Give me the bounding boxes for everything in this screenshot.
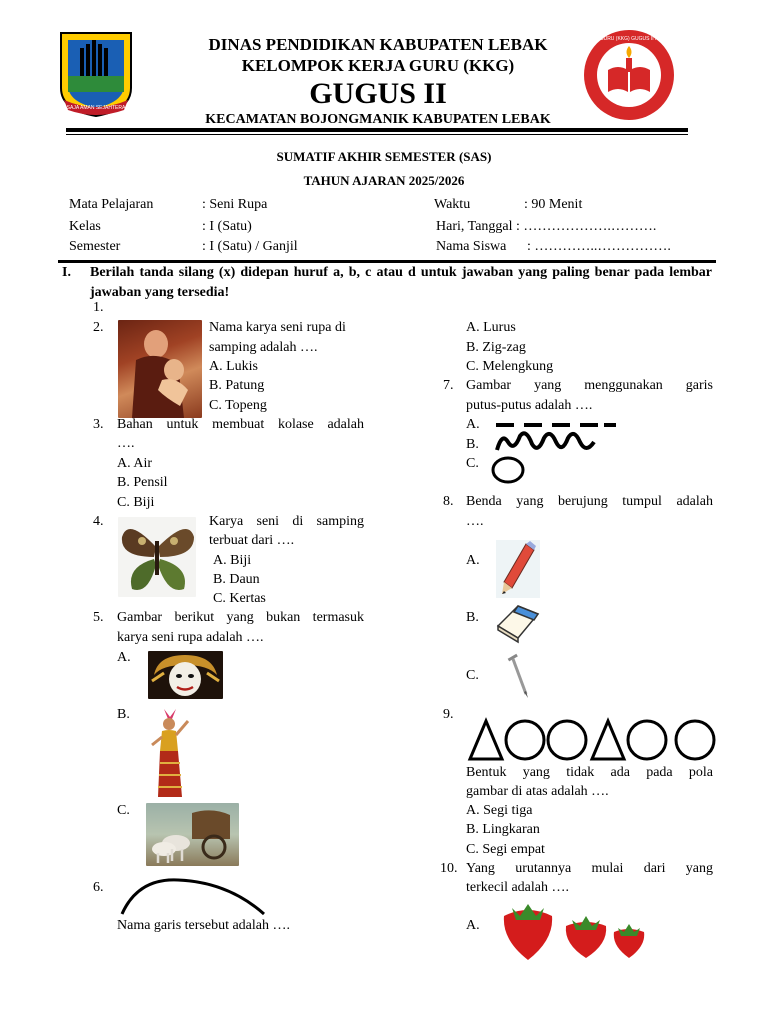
q8-text-2: …. [466,514,484,529]
q4-option-b: B. Daun [213,572,260,587]
q5-option-c: C. [117,803,130,818]
instruction-text: Berilah tanda silang (x) didepan huruf a, b, c atau d untuk jawaban yang paling benar pada lembar jawaban yang tersedia! [90,265,712,300]
date-field: Hari, Tanggal : ……………….………. [436,219,657,234]
kkg-logo [553,28,705,122]
semester-value: : I (Satu) / Ganjil [202,239,298,254]
q9-option-a: A. Segi tiga [466,803,533,818]
q6-option-b: B. Zig-zag [466,340,526,355]
mask-image [148,651,223,699]
q8-option-c: C. [466,668,479,683]
q10-text-2: terkecil adalah …. [466,880,570,895]
exam-year: TAHUN AJARAN 2025/2026 [303,173,465,188]
q10-number: 10. [440,861,458,876]
header-line-4: KECAMATAN BOJONGMANIK KABUPATEN LEBAK [205,112,551,127]
district-logo-banner: SAJA AMAN SEJAHTERA [66,105,126,111]
q5-option-a: A. [117,650,131,665]
q8-number: 8. [443,494,454,509]
q9-option-b: B. Lingkaran [466,822,540,837]
class-value: : I (Satu) [202,219,252,234]
q6-option-a: A. Lurus [466,320,516,335]
leaf-butterfly-image [118,517,196,597]
q7-option-a: A. [466,417,480,432]
name-value: : …………..……………. [527,239,671,254]
q2-number: 2. [93,320,104,335]
q9-option-c: C. Segi empat [466,842,545,857]
q5-text-1: Gambar berikut yang bukan termasuk [117,610,364,625]
q6-number: 6. [93,880,104,895]
time-value: : 90 Menit [524,197,583,212]
q10-text-1: Yang urutannya mulai dari yang [466,861,713,876]
q7-option-c: C. [466,456,479,471]
subject-label: Mata Pelajaran [69,197,154,212]
q4-number: 4. [93,514,104,529]
header-line-1: DINAS PENDIDIKAN KABUPATEN LEBAK [208,35,548,54]
q6-option-c: C. Melengkung [466,359,554,374]
q1-number: 1. [93,300,104,315]
q3-option-b: B. Pensil [117,475,168,490]
header-title: GUGUS II [309,77,447,110]
shape-pattern-figure [466,717,720,763]
q8-text-1: Benda yang berujung tumpul adalah [466,494,713,509]
q3-option-a: A. Air [117,456,152,471]
q5-option-b: B. [117,707,130,722]
q5-number: 5. [93,610,104,625]
header-rule-thick [66,128,688,132]
pencil-icon [496,540,540,598]
exam-title: SUMATIF AKHIR SEMESTER (SAS) [276,149,492,164]
q6-text: Nama garis tersebut adalah …. [117,918,290,933]
name-label: Nama Siswa [436,239,507,254]
q2-option-a: A. Lukis [209,359,258,374]
header-rule-thin [66,134,688,135]
time-label: Waktu [434,197,471,212]
section-numeral: I. [62,265,71,280]
q5-text-2: karya seni rupa adalah …. [117,630,264,645]
q3-option-c: C. Biji [117,495,155,510]
q8-option-b: B. [466,610,479,625]
q4-text-2: terbuat dari …. [209,533,295,548]
q9-number: 9. [443,707,454,722]
q2-option-b: B. Patung [209,378,265,393]
q10-option-a: A. [466,918,480,933]
dancer-image [148,707,192,800]
q7-text-2: putus-putus adalah …. [466,398,593,413]
subject-value: : Seni Rupa [202,197,268,212]
q9-text-1: Bentuk yang tidak ada pada pola [466,765,713,780]
q7-option-b: B. [466,437,479,452]
q3-text-1: Bahan untuk membuat kolase adalah [117,417,364,432]
q7-text-1: Gambar yang menggunakan garis [466,378,713,393]
zigzag-wave-figure [494,430,598,454]
semester-label: Semester [69,239,121,254]
painting-image [118,320,202,418]
nail-icon [504,654,532,700]
q9-text-2: gambar di atas adalah …. [466,784,609,799]
q3-number: 3. [93,417,104,432]
kkg-logo-text: KELOMPOK KERJA GURU (KKG) GUGUS II KEC. BOJONGMANIK [553,36,705,42]
q4-option-c: C. Kertas [213,591,266,606]
q3-text-2: …. [117,436,135,451]
curved-line-figure [118,874,268,918]
header-line-2: KELOMPOK KERJA GURU (KKG) [241,56,515,75]
q4-text-1: Karya seni di samping [209,514,364,529]
q7-number: 7. [443,378,454,393]
eraser-icon [494,600,542,644]
q4-option-a: A. Biji [213,553,252,568]
oxcart-image [146,803,239,866]
circle-outline-figure [490,455,526,485]
district-logo [58,30,134,118]
q2-text-1: Nama karya seni rupa di [209,320,346,335]
q2-text-2: samping adalah …. [209,340,318,355]
strawberries-figure [498,892,650,964]
q8-option-a: A. [466,553,480,568]
q2-option-c: C. Topeng [209,398,267,413]
class-label: Kelas [69,219,101,234]
